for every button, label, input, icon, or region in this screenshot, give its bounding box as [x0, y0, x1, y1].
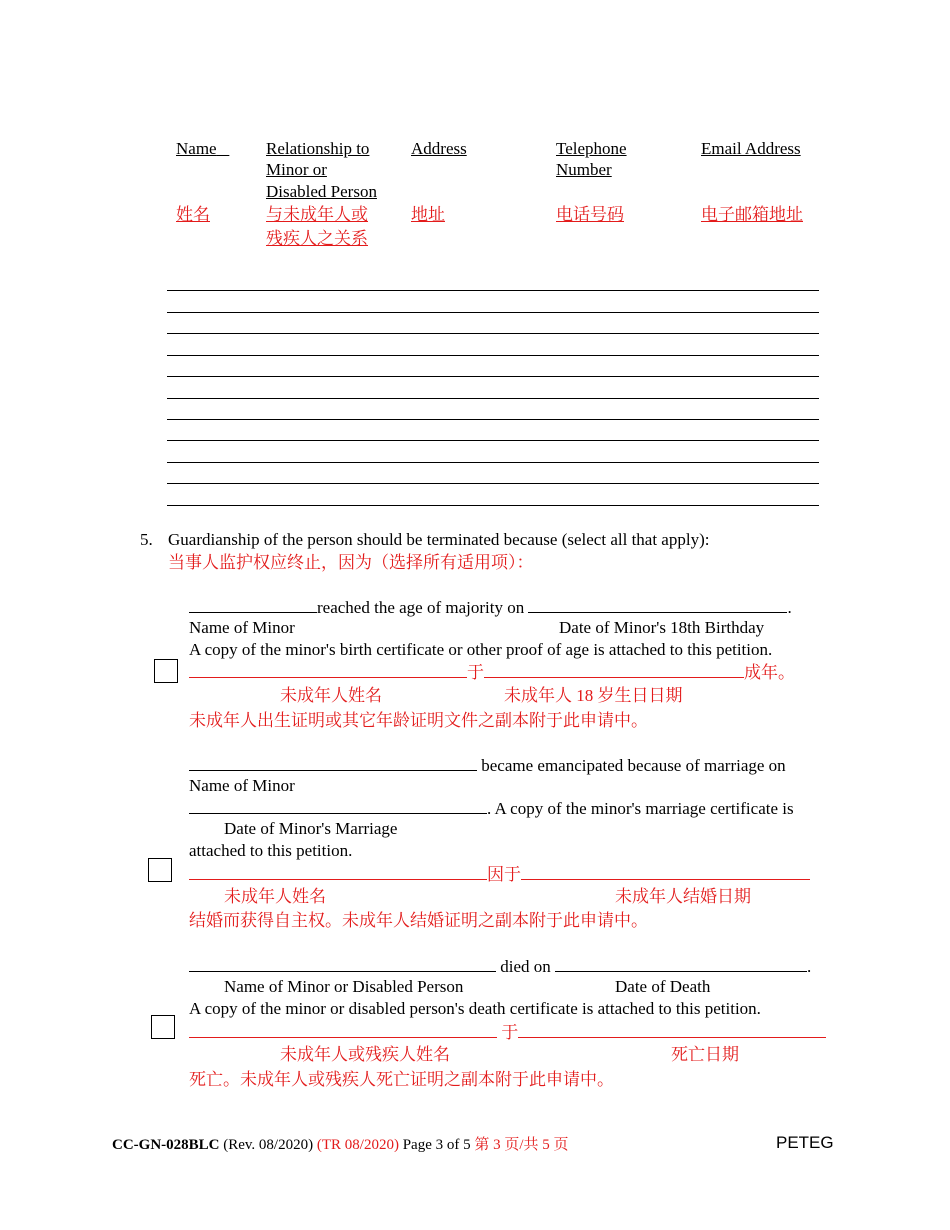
- entry-line[interactable]: [167, 419, 819, 420]
- marriage-line3: attached to this petition.: [189, 841, 353, 860]
- entry-line[interactable]: [167, 462, 819, 463]
- entry-line[interactable]: [167, 440, 819, 441]
- col-relationship-zh2: 残疾人之关系: [266, 229, 368, 248]
- majority-copy-en: A copy of the minor's birth certificate or other proof of age is attached to this petition.: [189, 640, 773, 659]
- entry-line[interactable]: [167, 505, 819, 506]
- col-address-zh: 地址: [411, 205, 445, 224]
- col-relationship-en2: Minor or: [266, 160, 327, 179]
- section-heading-zh: 当事人监护权应终止，因为（选择所有适用项）：: [168, 553, 534, 572]
- majority-checkbox[interactable]: [154, 659, 178, 683]
- col-telephone-en2: Number: [556, 160, 612, 179]
- form-revision: (Rev. 08/2020): [223, 1137, 314, 1153]
- label-death-date-zh: 死亡日期: [671, 1045, 739, 1064]
- death-copy-zh: 死亡。未成年人或残疾人死亡证明之副本附于此申请中。: [189, 1070, 614, 1089]
- marriage-line-zh: 因于: [189, 863, 810, 885]
- col-name-zh: 姓名: [176, 205, 210, 224]
- entry-line[interactable]: [167, 355, 819, 356]
- section-heading-en: Guardianship of the person should be terminated because (select all that apply):: [168, 530, 710, 549]
- col-name-en: Name: [176, 139, 217, 158]
- birthday-blank[interactable]: [528, 596, 787, 613]
- majority-line1: reached the age of majority on .: [189, 596, 792, 618]
- majority-copy-zh: 未成年人出生证明或其它年龄证明文件之副本附于此申请中。: [189, 711, 648, 730]
- death-line-zh: 于: [189, 1021, 826, 1043]
- label-birthday-zh: 未成年人 18 岁生日日期: [504, 686, 683, 705]
- col-telephone-zh: 电话号码: [556, 205, 624, 224]
- label-name-of-minor: Name of Minor: [189, 618, 295, 637]
- marriage-date-blank[interactable]: [189, 797, 487, 814]
- col-telephone-en1: Telephone: [556, 139, 627, 158]
- label-person-name: Name of Minor or Disabled Person: [224, 977, 464, 996]
- translation-revision: (TR 08/2020): [316, 1137, 399, 1153]
- entry-line[interactable]: [167, 483, 819, 484]
- col-relationship-en3: Disabled Person: [266, 182, 377, 201]
- minor-name-blank[interactable]: [189, 754, 477, 771]
- entry-line[interactable]: [167, 398, 819, 399]
- marriage-copy-zh: 结婚而获得自主权。未成年人结婚证明之副本附于此申请中。: [189, 911, 648, 930]
- page-footer: [112, 1133, 569, 1154]
- death-checkbox[interactable]: [151, 1015, 175, 1039]
- col-email-zh: 电子邮箱地址: [701, 205, 803, 224]
- label-18th-birthday: Date of Minor's 18th Birthday: [559, 618, 765, 637]
- entry-line[interactable]: [167, 376, 819, 377]
- death-date-blank[interactable]: [555, 955, 807, 972]
- col-email-en: Email Address: [701, 139, 801, 158]
- marriage-checkbox[interactable]: [148, 858, 172, 882]
- col-relationship-zh1: 与未成年人或: [266, 205, 368, 224]
- label-person-name-zh: 未成年人或残疾人姓名: [280, 1045, 450, 1064]
- label-name-zh: 未成年人姓名: [280, 686, 382, 705]
- person-name-blank[interactable]: [189, 955, 496, 972]
- label-name-of-minor: Name of Minor: [189, 776, 295, 795]
- form-id: CC-GN-028BLC: [112, 1137, 220, 1153]
- death-line1: died on .: [189, 955, 811, 977]
- col-relationship-en1: Relationship to: [266, 139, 370, 158]
- col-address-en: Address: [411, 139, 467, 158]
- entry-line[interactable]: [167, 333, 819, 334]
- entry-line[interactable]: [167, 290, 819, 291]
- majority-line-zh: 于 成年。: [189, 661, 795, 683]
- marriage-line2: . A copy of the minor's marriage certificate is: [189, 797, 794, 819]
- label-marriage-date: Date of Minor's Marriage: [224, 819, 398, 838]
- label-death-date: Date of Death: [615, 977, 711, 996]
- section-number: 5.: [140, 530, 153, 549]
- page-number-zh: 第 3 页/共 5 页: [474, 1137, 569, 1153]
- minor-name-blank[interactable]: [189, 596, 317, 613]
- form-code: PETEG: [776, 1133, 834, 1152]
- death-copy-en: A copy of the minor or disabled person's death certificate is attached to this petition.: [189, 999, 761, 1018]
- label-name-zh: 未成年人姓名: [224, 887, 326, 906]
- entry-line[interactable]: [167, 312, 819, 313]
- label-marriage-date-zh: 未成年人结婚日期: [615, 887, 751, 906]
- marriage-line1: became emancipated because of marriage on: [189, 754, 786, 776]
- page-number-en: Page 3 of 5: [402, 1137, 471, 1153]
